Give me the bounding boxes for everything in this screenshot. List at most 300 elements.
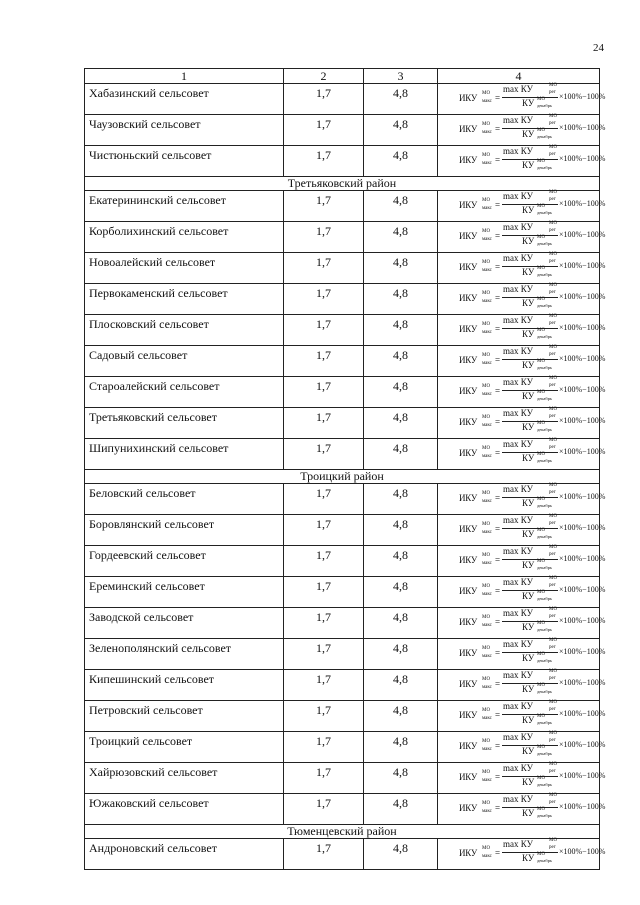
formula xyxy=(438,438,606,466)
settlement-name: Заводской сельсовет xyxy=(85,608,284,639)
formula-numerator-superscript: МО xyxy=(549,838,558,843)
formula-equals: = xyxy=(495,93,501,103)
formula-numerator-superscript: МО xyxy=(549,114,558,119)
formula-numerator-superscript: МО xyxy=(549,638,558,643)
formula-numerator-subscript: рег xyxy=(549,228,556,233)
formula-equals: = xyxy=(495,848,501,858)
formula-denominator-subscript: декабрь xyxy=(537,210,552,215)
formula-denominator-superscript: МО xyxy=(537,497,546,502)
formula-numerator-subscript: рег xyxy=(549,490,556,495)
formula xyxy=(438,114,606,142)
table-row xyxy=(85,639,600,670)
table-row xyxy=(85,253,600,284)
settlement-name: Петровский сельсовет xyxy=(85,701,284,732)
formula-equals: = xyxy=(495,524,501,534)
formula-denominator: КУ xyxy=(522,160,535,170)
formula-cell xyxy=(438,438,606,470)
formula-equals: = xyxy=(495,710,501,720)
formula-denominator: КУ xyxy=(522,715,535,725)
formula-denominator: КУ xyxy=(522,498,535,508)
formula-denominator-superscript: МО xyxy=(537,714,546,719)
formula-lhs-superscript: МО xyxy=(482,770,491,775)
formula-denominator-superscript: МО xyxy=(537,528,546,533)
table-row xyxy=(85,763,600,794)
formula-lhs-superscript: МО xyxy=(482,291,491,296)
formula-denominator-superscript: МО xyxy=(537,128,546,133)
value-column-2: 1,7 xyxy=(284,701,364,732)
formula-denominator-subscript: декабрь xyxy=(537,241,552,246)
table-row xyxy=(85,732,600,763)
formula-lhs-superscript: МО xyxy=(482,260,491,265)
formula-lhs-subscript: макс xyxy=(482,499,492,504)
table-row xyxy=(85,839,600,870)
formula-denominator: КУ xyxy=(522,529,535,539)
formula-lhs-subscript: макс xyxy=(482,392,492,397)
table-row xyxy=(85,484,600,515)
district-section-row xyxy=(85,825,600,839)
formula-denominator-superscript: МО xyxy=(537,776,546,781)
formula-equals: = xyxy=(495,493,501,503)
formula-numerator: max КУ xyxy=(503,346,533,356)
formula-rhs: ×100%−100% xyxy=(559,123,606,132)
value-column-3: 4,8 xyxy=(364,115,438,146)
settlement-name: Гордеевский сельсовет xyxy=(85,546,284,577)
formula-lhs-subscript: макс xyxy=(482,330,492,335)
formula-lhs-subscript: макс xyxy=(482,361,492,366)
tariff-table xyxy=(84,68,606,870)
formula xyxy=(438,669,606,697)
formula xyxy=(438,731,606,759)
formula-denominator-superscript: МО xyxy=(537,745,546,750)
formula-lhs-subscript: макс xyxy=(482,809,492,814)
formula-numerator: max КУ xyxy=(503,377,533,387)
formula xyxy=(438,545,606,573)
formula-numerator: max КУ xyxy=(503,515,533,525)
formula-numerator: max КУ xyxy=(503,253,533,263)
formula-lhs-superscript: МО xyxy=(482,584,491,589)
formula-lhs: ИКУ xyxy=(459,155,478,165)
formula-lhs-superscript: МО xyxy=(482,739,491,744)
formula-numerator-subscript: рег xyxy=(549,121,556,126)
formula-cell xyxy=(438,252,606,284)
value-column-3: 4,8 xyxy=(364,639,438,670)
value-column-3: 4,8 xyxy=(364,515,438,546)
formula-denominator: КУ xyxy=(522,560,535,570)
formula-rhs: ×100%−100% xyxy=(559,154,606,163)
formula-lhs-subscript: макс xyxy=(482,592,492,597)
formula-lhs: ИКУ xyxy=(459,93,478,103)
formula-rhs: ×100%−100% xyxy=(559,261,606,270)
formula xyxy=(438,221,606,249)
formula-numerator: max КУ xyxy=(503,408,533,418)
formula-cell xyxy=(438,514,606,546)
settlement-name: Шипунихинский сельсовет xyxy=(85,439,284,470)
settlement-name: Третьяковский сельсовет xyxy=(85,408,284,439)
formula-denominator-superscript: МО xyxy=(537,452,546,457)
formula-numerator: max КУ xyxy=(503,577,533,587)
formula-denominator-subscript: декабрь xyxy=(537,103,552,108)
formula-denominator: КУ xyxy=(522,98,535,108)
value-column-2: 1,7 xyxy=(284,253,364,284)
formula-lhs-subscript: макс xyxy=(482,454,492,459)
formula-equals: = xyxy=(495,124,501,134)
value-column-2: 1,7 xyxy=(284,577,364,608)
value-column-2: 1,7 xyxy=(284,191,364,222)
formula-lhs-superscript: МО xyxy=(482,229,491,234)
formula-denominator: КУ xyxy=(522,853,535,863)
formula-numerator: max КУ xyxy=(503,191,533,201)
value-column-2: 1,7 xyxy=(284,439,364,470)
value-column-2: 1,7 xyxy=(284,377,364,408)
formula-numerator-superscript: МО xyxy=(549,83,558,88)
formula-cell xyxy=(438,669,606,701)
formula-rhs: ×100%−100% xyxy=(559,447,606,456)
formula-numerator-subscript: рег xyxy=(549,521,556,526)
formula-cell xyxy=(438,314,606,346)
formula-lhs-superscript: МО xyxy=(482,491,491,496)
formula-lhs-subscript: макс xyxy=(482,854,492,859)
formula-cell xyxy=(438,407,606,439)
value-column-3: 4,8 xyxy=(364,191,438,222)
formula-equals: = xyxy=(495,772,501,782)
formula-lhs: ИКУ xyxy=(459,355,478,365)
formula xyxy=(438,145,606,173)
formula-lhs: ИКУ xyxy=(459,493,478,503)
formula-rhs: ×100%−100% xyxy=(559,292,606,301)
formula-cell xyxy=(438,83,606,115)
table-row xyxy=(85,315,600,346)
formula-numerator-superscript: МО xyxy=(549,483,558,488)
formula-numerator-superscript: МО xyxy=(549,669,558,674)
formula-lhs-subscript: макс xyxy=(482,623,492,628)
formula-equals: = xyxy=(495,417,501,427)
formula-lhs-subscript: макс xyxy=(482,747,492,752)
formula-cell xyxy=(438,793,606,825)
formula-numerator-subscript: рег xyxy=(549,290,556,295)
value-column-2: 1,7 xyxy=(284,732,364,763)
formula-numerator: max КУ xyxy=(503,670,533,680)
formula-numerator-subscript: рег xyxy=(549,583,556,588)
table-row xyxy=(85,191,600,222)
district-title: Троицкий район xyxy=(85,470,600,484)
formula-numerator: max КУ xyxy=(503,315,533,325)
formula-rhs: ×100%−100% xyxy=(559,416,606,425)
formula-denominator-subscript: декабрь xyxy=(537,272,552,277)
formula-numerator-subscript: рег xyxy=(549,352,556,357)
formula-lhs: ИКУ xyxy=(459,324,478,334)
value-column-2: 1,7 xyxy=(284,608,364,639)
formula-lhs-superscript: МО xyxy=(482,91,491,96)
formula-lhs-subscript: макс xyxy=(482,561,492,566)
value-column-2: 1,7 xyxy=(284,408,364,439)
settlement-name: Боровлянский сельсовет xyxy=(85,515,284,546)
formula-rhs: ×100%−100% xyxy=(559,740,606,749)
settlement-name: Беловский сельсовет xyxy=(85,484,284,515)
formula-lhs-subscript: макс xyxy=(482,237,492,242)
formula xyxy=(438,376,606,404)
formula-numerator-subscript: рег xyxy=(549,614,556,619)
formula-denominator-subscript: декабрь xyxy=(537,334,552,339)
formula-denominator: КУ xyxy=(522,453,535,463)
value-column-3: 4,8 xyxy=(364,794,438,825)
formula-denominator-subscript: декабрь xyxy=(537,658,552,663)
formula-lhs: ИКУ xyxy=(459,262,478,272)
formula-denominator-subscript: декабрь xyxy=(537,503,552,508)
formula-numerator-subscript: рег xyxy=(549,259,556,264)
formula xyxy=(438,514,606,542)
table-row xyxy=(85,794,600,825)
formula-denominator-superscript: МО xyxy=(537,235,546,240)
formula-denominator-superscript: МО xyxy=(537,652,546,657)
formula-numerator-subscript: рег xyxy=(549,445,556,450)
formula-numerator-superscript: МО xyxy=(549,314,558,319)
value-column-2: 1,7 xyxy=(284,670,364,701)
formula-lhs: ИКУ xyxy=(459,386,478,396)
formula-rhs: ×100%−100% xyxy=(559,92,606,101)
formula-equals: = xyxy=(495,155,501,165)
table-row xyxy=(85,701,600,732)
formula-denominator: КУ xyxy=(522,653,535,663)
table-row xyxy=(85,346,600,377)
formula-denominator-superscript: МО xyxy=(537,421,546,426)
table-row xyxy=(85,377,600,408)
formula-lhs: ИКУ xyxy=(459,679,478,689)
formula-numerator-superscript: МО xyxy=(549,607,558,612)
formula-cell xyxy=(438,731,606,763)
formula-lhs-superscript: МО xyxy=(482,384,491,389)
formula-equals: = xyxy=(495,448,501,458)
formula-denominator-subscript: декабрь xyxy=(537,134,552,139)
formula xyxy=(438,314,606,342)
formula-numerator-subscript: рег xyxy=(549,676,556,681)
formula xyxy=(438,793,606,821)
table-row xyxy=(85,439,600,470)
formula-denominator: КУ xyxy=(522,591,535,601)
formula-rhs: ×100%−100% xyxy=(559,709,606,718)
formula xyxy=(438,607,606,635)
formula-denominator-superscript: МО xyxy=(537,359,546,364)
formula-numerator-subscript: рег xyxy=(549,769,556,774)
formula-denominator-superscript: МО xyxy=(537,590,546,595)
formula-rhs: ×100%−100% xyxy=(559,771,606,780)
settlement-name: Андроновский сельсовет xyxy=(85,839,284,870)
formula-lhs-superscript: МО xyxy=(482,322,491,327)
value-column-3: 4,8 xyxy=(364,346,438,377)
formula-numerator-superscript: МО xyxy=(549,221,558,226)
formula-denominator: КУ xyxy=(522,298,535,308)
formula-denominator: КУ xyxy=(522,622,535,632)
formula-numerator: max КУ xyxy=(503,763,533,773)
formula-equals: = xyxy=(495,386,501,396)
formula-numerator: max КУ xyxy=(503,794,533,804)
value-column-3: 4,8 xyxy=(364,732,438,763)
formula-denominator-superscript: МО xyxy=(537,559,546,564)
formula-numerator-subscript: рег xyxy=(549,800,556,805)
formula-equals: = xyxy=(495,262,501,272)
formula-numerator-subscript: рег xyxy=(549,90,556,95)
value-column-2: 1,7 xyxy=(284,315,364,346)
formula-cell xyxy=(438,638,606,670)
formula-lhs: ИКУ xyxy=(459,231,478,241)
formula xyxy=(438,638,606,666)
value-column-3: 4,8 xyxy=(364,577,438,608)
formula-numerator: max КУ xyxy=(503,701,533,711)
district-title: Тюменцевский район xyxy=(85,825,600,839)
formula-lhs-superscript: МО xyxy=(482,708,491,713)
formula-numerator: max КУ xyxy=(503,84,533,94)
value-column-2: 1,7 xyxy=(284,839,364,870)
formula-denominator-superscript: МО xyxy=(537,204,546,209)
formula xyxy=(438,252,606,280)
value-column-2: 1,7 xyxy=(284,146,364,177)
formula-lhs-subscript: макс xyxy=(482,685,492,690)
formula-equals: = xyxy=(495,679,501,689)
formula-rhs: ×100%−100% xyxy=(559,554,606,563)
value-column-2: 1,7 xyxy=(284,515,364,546)
formula-denominator-superscript: МО xyxy=(537,390,546,395)
value-column-3: 4,8 xyxy=(364,439,438,470)
formula-numerator-subscript: рег xyxy=(549,152,556,157)
formula-cell xyxy=(438,607,606,639)
formula-rhs: ×100%−100% xyxy=(559,647,606,656)
formula-denominator: КУ xyxy=(522,684,535,694)
formula-denominator-subscript: декабрь xyxy=(537,858,552,863)
formula-numerator-subscript: рег xyxy=(549,552,556,557)
settlement-name: Кипешинский сельсовет xyxy=(85,670,284,701)
formula-numerator-superscript: МО xyxy=(549,514,558,519)
formula-numerator-subscript: рег xyxy=(549,321,556,326)
formula-cell xyxy=(438,190,606,222)
value-column-3: 4,8 xyxy=(364,253,438,284)
formula-denominator: КУ xyxy=(522,360,535,370)
formula-equals: = xyxy=(495,293,501,303)
formula-lhs: ИКУ xyxy=(459,848,478,858)
formula-denominator-subscript: декабрь xyxy=(537,396,552,401)
formula-numerator-superscript: МО xyxy=(549,731,558,736)
formula xyxy=(438,483,606,511)
formula-denominator: КУ xyxy=(522,129,535,139)
formula-lhs: ИКУ xyxy=(459,803,478,813)
formula-lhs-superscript: МО xyxy=(482,446,491,451)
formula-equals: = xyxy=(495,617,501,627)
formula-rhs: ×100%−100% xyxy=(559,678,606,687)
table-row xyxy=(85,84,600,115)
value-column-2: 1,7 xyxy=(284,84,364,115)
formula-cell xyxy=(438,114,606,146)
value-column-3: 4,8 xyxy=(364,608,438,639)
formula-denominator: КУ xyxy=(522,391,535,401)
formula-numerator-subscript: рег xyxy=(549,845,556,850)
formula-equals: = xyxy=(495,586,501,596)
formula-lhs-subscript: макс xyxy=(482,716,492,721)
formula-numerator-superscript: МО xyxy=(549,407,558,412)
settlement-name: Староалейский сельсовет xyxy=(85,377,284,408)
formula xyxy=(438,283,606,311)
formula-lhs-subscript: макс xyxy=(482,161,492,166)
formula-denominator-subscript: декабрь xyxy=(537,565,552,570)
formula-numerator-superscript: МО xyxy=(549,345,558,350)
formula-equals: = xyxy=(495,648,501,658)
formula-denominator-superscript: МО xyxy=(537,159,546,164)
formula-equals: = xyxy=(495,324,501,334)
formula-denominator-superscript: МО xyxy=(537,266,546,271)
formula-lhs-subscript: макс xyxy=(482,268,492,273)
formula-lhs: ИКУ xyxy=(459,293,478,303)
formula-cell xyxy=(438,576,606,608)
formula-denominator-subscript: декабрь xyxy=(537,365,552,370)
value-column-3: 4,8 xyxy=(364,670,438,701)
formula-numerator: max КУ xyxy=(503,484,533,494)
formula-numerator-superscript: МО xyxy=(549,438,558,443)
value-column-3: 4,8 xyxy=(364,222,438,253)
formula-lhs-superscript: МО xyxy=(482,846,491,851)
formula-numerator-subscript: рег xyxy=(549,197,556,202)
formula-numerator-subscript: рег xyxy=(549,738,556,743)
formula-lhs-superscript: МО xyxy=(482,646,491,651)
value-column-2: 1,7 xyxy=(284,484,364,515)
formula-lhs-subscript: макс xyxy=(482,130,492,135)
table-header-row xyxy=(85,69,600,84)
formula-denominator-superscript: МО xyxy=(537,621,546,626)
value-column-3: 4,8 xyxy=(364,546,438,577)
page-number: 24 xyxy=(593,42,604,54)
formula-equals: = xyxy=(495,803,501,813)
formula-lhs-subscript: макс xyxy=(482,99,492,104)
table-row xyxy=(85,546,600,577)
settlement-name: Екатерининский сельсовет xyxy=(85,191,284,222)
formula-cell xyxy=(438,700,606,732)
value-column-3: 4,8 xyxy=(364,284,438,315)
settlement-name: Садовый сельсовет xyxy=(85,346,284,377)
column-header: 2 xyxy=(284,69,364,84)
formula-rhs: ×100%−100% xyxy=(559,230,606,239)
formula-numerator: max КУ xyxy=(503,146,533,156)
formula-cell xyxy=(438,345,606,377)
formula-lhs: ИКУ xyxy=(459,710,478,720)
formula-denominator: КУ xyxy=(522,236,535,246)
formula-denominator-subscript: декабрь xyxy=(537,627,552,632)
formula-equals: = xyxy=(495,355,501,365)
formula-denominator: КУ xyxy=(522,746,535,756)
formula-cell xyxy=(438,283,606,315)
formula-denominator-subscript: декабрь xyxy=(537,720,552,725)
formula-denominator: КУ xyxy=(522,329,535,339)
formula-denominator-subscript: декабрь xyxy=(537,303,552,308)
formula-numerator-superscript: МО xyxy=(549,545,558,550)
formula-rhs: ×100%−100% xyxy=(559,323,606,332)
settlement-name: Троицкий сельсовет xyxy=(85,732,284,763)
formula-denominator-subscript: декабрь xyxy=(537,596,552,601)
formula-lhs-subscript: макс xyxy=(482,654,492,659)
formula-rhs: ×100%−100% xyxy=(559,199,606,208)
formula-numerator-superscript: МО xyxy=(549,145,558,150)
formula-numerator-subscript: рег xyxy=(549,645,556,650)
table-row xyxy=(85,608,600,639)
formula-denominator-superscript: МО xyxy=(537,683,546,688)
value-column-3: 4,8 xyxy=(364,84,438,115)
formula-lhs-subscript: макс xyxy=(482,778,492,783)
formula-cell xyxy=(438,545,606,577)
formula-lhs: ИКУ xyxy=(459,741,478,751)
formula-rhs: ×100%−100% xyxy=(559,847,606,856)
formula-numerator-superscript: МО xyxy=(549,283,558,288)
formula-lhs: ИКУ xyxy=(459,124,478,134)
formula-numerator-subscript: рег xyxy=(549,383,556,388)
formula-cell xyxy=(438,762,606,794)
formula-denominator-superscript: МО xyxy=(537,297,546,302)
formula-numerator-subscript: рег xyxy=(549,414,556,419)
formula-lhs-subscript: макс xyxy=(482,530,492,535)
